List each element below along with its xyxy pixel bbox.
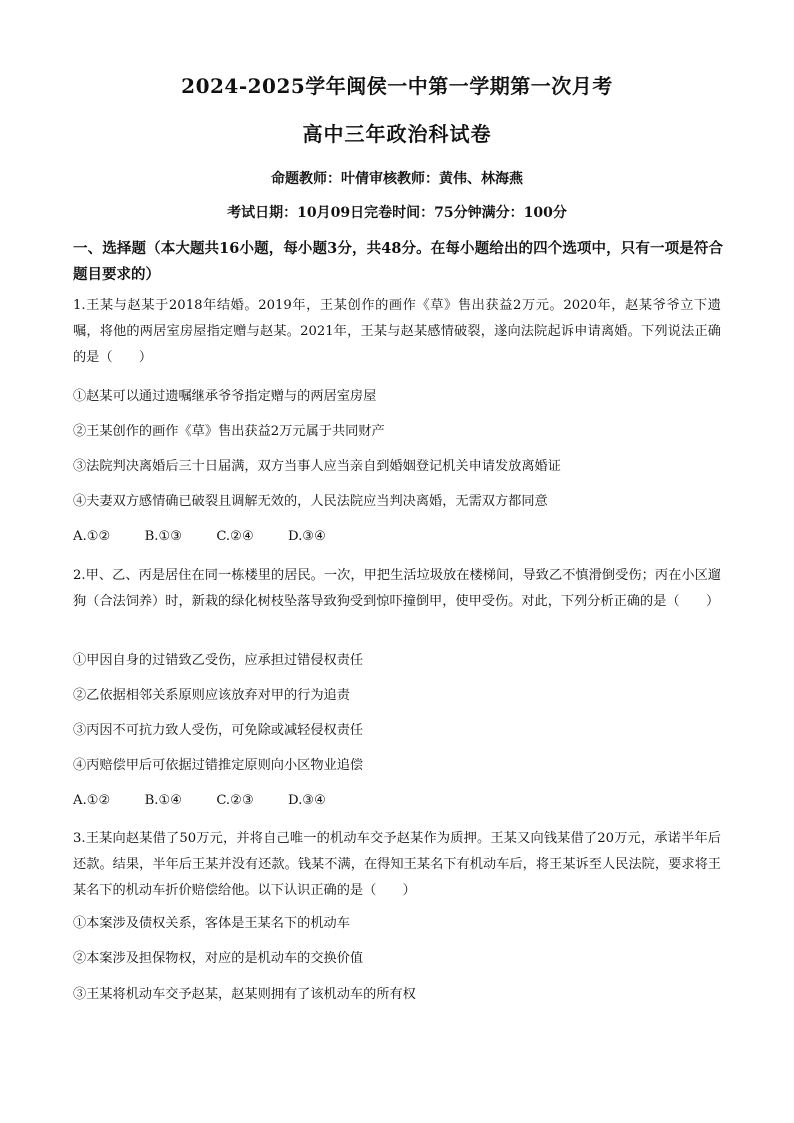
section-heading: 一、选择题（本大题共16小题，每小题3分，共48分。在每小题给出的四个选项中，只有一项是符合题目要求的）: [73, 240, 723, 283]
question-1-option-c[interactable]: C.②④: [216, 529, 254, 544]
question-1-statement-4: ④夫妻双方感情确已破裂且调解无效的，人民法院应当判决离婚，无需双方都同意: [73, 494, 548, 509]
question-3-stem: 3.王某向赵某借了50万元，并将自己唯一的机动车交予赵某作为质押。王某又向钱某借了20万元，承诺半年后还款。结果，半年后王某并没有还款。钱某不满，在得知王某名下有机动车后，将王某诉至人民法院，要求将王某名下的机动车折价赔偿给他。以下认识正确的是（ ）: [73, 831, 721, 898]
question-2-option-d[interactable]: D.③④: [287, 793, 326, 808]
question-1-option-d[interactable]: D.③④: [287, 529, 326, 544]
question-1-stem: 1.王某与赵某于2018年结婚。2019年，王某创作的画作《草》售出获益2万元。2020年，赵某爷爷立下遗嘱，将他的两居室房屋指定赠与赵某。2021年，王某与赵某感情破裂，遂向法院起诉申请离婚。下列说法正确的是（ ）: [73, 298, 721, 365]
question-2-statement-1: ①甲因自身的过错致乙受伤，应承担过错侵权责任: [73, 653, 364, 668]
exam-title: 2024-2025学年闽侯一中第一学期第一次月考: [181, 74, 613, 98]
question-2-option-c[interactable]: C.②③: [216, 793, 254, 808]
question-3-statement-1: ①本案涉及债权关系，客体是王某名下的机动车: [73, 916, 350, 931]
question-2-statement-2: ②乙依据相邻关系原则应该放弃对甲的行为追责: [73, 688, 350, 703]
exam-teachers: 命题教师：叶倩审核教师：黄伟、林海燕: [271, 171, 523, 187]
question-2-option-a[interactable]: A.①②: [73, 793, 111, 808]
question-2-statement-3: ③丙因不可抗力致人受伤，可免除或减轻侵权责任: [73, 723, 364, 738]
question-2-stem: 2.甲、乙、丙是居住在同一栋楼里的居民。一次，甲把生活垃圾放在楼梯间，导致乙不慎滑倒受伤；丙在小区遛狗（合法饲养）时，新栽的绿化树枝坠落导致狗受到惊吓撞倒甲，使甲受伤。对此，下列分析正确的是（ ）: [73, 568, 721, 609]
question-2-options: [73, 791, 356, 811]
exam-subtitle: 高中三年政治科试卷: [302, 122, 492, 146]
question-3-statement-3: ③王某将机动车交予赵某，赵某则拥有了该机动车的所有权: [73, 987, 416, 1002]
question-2-statement-4: ④丙赔偿甲后可依据过错推定原则向小区物业追偿: [73, 758, 364, 773]
question-1-options: [73, 527, 356, 547]
question-1-option-a[interactable]: A.①②: [73, 529, 111, 544]
question-1-statement-1: ①赵某可以通过遗嘱继承爷爷指定赠与的两居室房屋: [73, 389, 377, 404]
question-2-option-b[interactable]: B.①④: [144, 793, 183, 808]
question-3-statement-2: ②本案涉及担保物权，对应的是机动车的交换价值: [73, 951, 364, 966]
question-1-option-b[interactable]: B.①③: [144, 529, 183, 544]
exam-info: 考试日期：10月09日完卷时间：75分钟满分：100分: [227, 205, 567, 221]
question-1-statement-3: ③法院判决离婚后三十日届满，双方当事人应当亲自到婚姻登记机关申请发放离婚证: [73, 459, 561, 474]
question-1-statement-2: ②王某创作的画作《草》售出获益2万元属于共同财产: [73, 424, 385, 439]
